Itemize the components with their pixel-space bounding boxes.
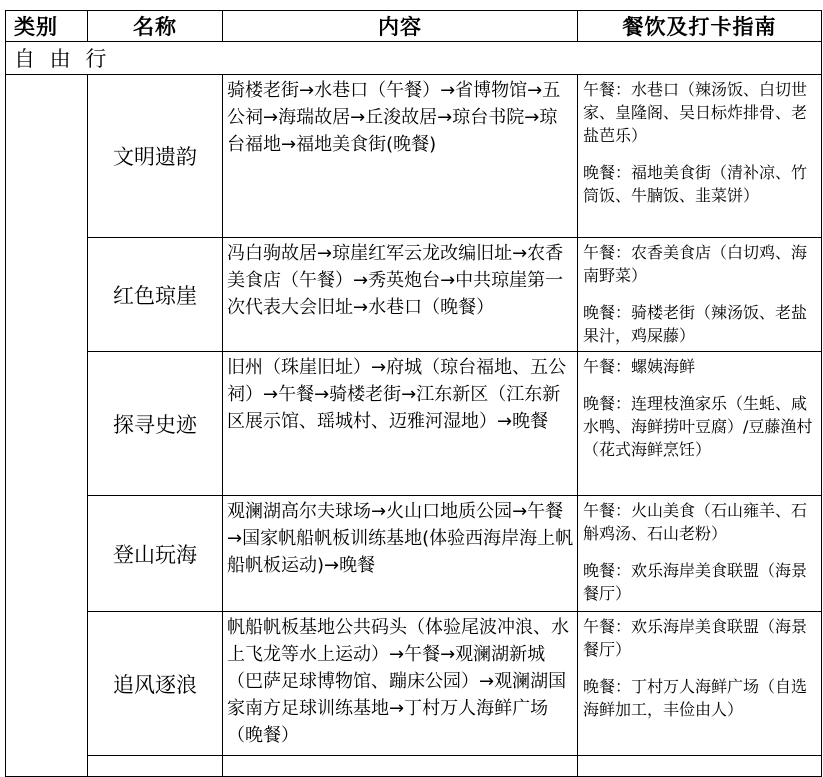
dinner-text: 晚餐：丁村万人海鲜广场（自选海鲜加工，丰俭由人）: [583, 677, 808, 719]
route-content: 帆船帆板基地公共码头（体验尾波冲浪、水上飞龙等水上运动）→午餐→观澜湖新城（巴萨足球博物馆、蹦床公园）→观澜湖国家南方足球训练基地→丁村万人海鲜广场（晚餐）: [223, 612, 578, 756]
route-name-empty: [88, 756, 223, 777]
lunch-text: 午餐：欢乐海岸美食联盟（海景餐厅）: [583, 617, 808, 659]
table-row-partial: [6, 756, 822, 777]
dinner-text: 晚餐：连理枝渔家乐（生蚝、咸水鸭、海鲜捞叶豆腐）/豆藤渔村（花式海鲜烹饪）: [583, 394, 813, 459]
food-guide: [578, 612, 822, 756]
route-content: 骑楼老街→水巷口（午餐）→省博物馆→五公祠→海瑞故居→丘浚故居→琼台书院→琼台福地→福地美食街(晚餐): [223, 75, 578, 238]
route-name: 探寻史迹: [88, 352, 223, 496]
header-category: 类别: [6, 11, 88, 42]
lunch-text: 午餐：螺姨海鲜: [583, 357, 696, 376]
table-row: [6, 238, 822, 352]
route-name: 文明遗韵: [88, 75, 223, 238]
category-cell: [6, 75, 88, 777]
section-row: [6, 42, 822, 75]
food-guide: [578, 75, 822, 238]
route-content: 观澜湖高尔夫球场→火山口地质公园→午餐→国家帆船帆板训练基地(体验西海岸海上帆船帆板运动)→晚餐: [223, 496, 578, 612]
food-guide: [578, 496, 822, 612]
route-content: 旧州（珠崖旧址）→府城（琼台福地、五公祠）→午餐→骑楼老街→江东新区（江东新区展示馆、瑶城村、迈雅河湿地）→晚餐: [223, 352, 578, 496]
route-content-empty: [223, 756, 578, 777]
food-guide-empty: [578, 756, 822, 777]
header-food: 餐饮及打卡指南: [578, 11, 822, 42]
route-name: 追风逐浪: [88, 612, 223, 756]
lunch-text: 午餐：农香美食店（白切鸡、海南野菜）: [583, 243, 808, 285]
header-content: 内容: [223, 11, 578, 42]
header-row: [6, 11, 822, 42]
table-row: [6, 612, 822, 756]
route-name: 红色琼崖: [88, 238, 223, 352]
food-guide: [578, 352, 822, 496]
lunch-text: 午餐：火山美食（石山雍羊、石斛鸡汤、石山老粉）: [583, 501, 808, 543]
header-name: 名称: [88, 11, 223, 42]
route-content: 冯白驹故居→琼崖红军云龙改编旧址→农香美食店（午餐）→秀英炮台→中共琼崖第一次代表大会旧址→水巷口（晚餐）: [223, 238, 578, 352]
dinner-text: 晚餐：欢乐海岸美食联盟（海景餐厅）: [583, 561, 808, 603]
table-row: [6, 352, 822, 496]
food-guide: [578, 238, 822, 352]
lunch-text: 午餐：水巷口（辣汤饭、白切世家、皇隆阁、吴日标炸排骨、老盐芭乐）: [583, 80, 808, 145]
dinner-text: 晚餐：骑楼老街（辣汤饭、老盐果汁，鸡屎藤）: [583, 303, 808, 345]
itinerary-table: [5, 10, 822, 777]
table-row: [6, 496, 822, 612]
dinner-text: 晚餐：福地美食街（清补凉、竹筒饭、牛腩饭、韭菜饼）: [583, 163, 808, 205]
table-row: [6, 75, 822, 238]
route-name: 登山玩海: [88, 496, 223, 612]
section-label: 自 由 行: [6, 42, 822, 75]
